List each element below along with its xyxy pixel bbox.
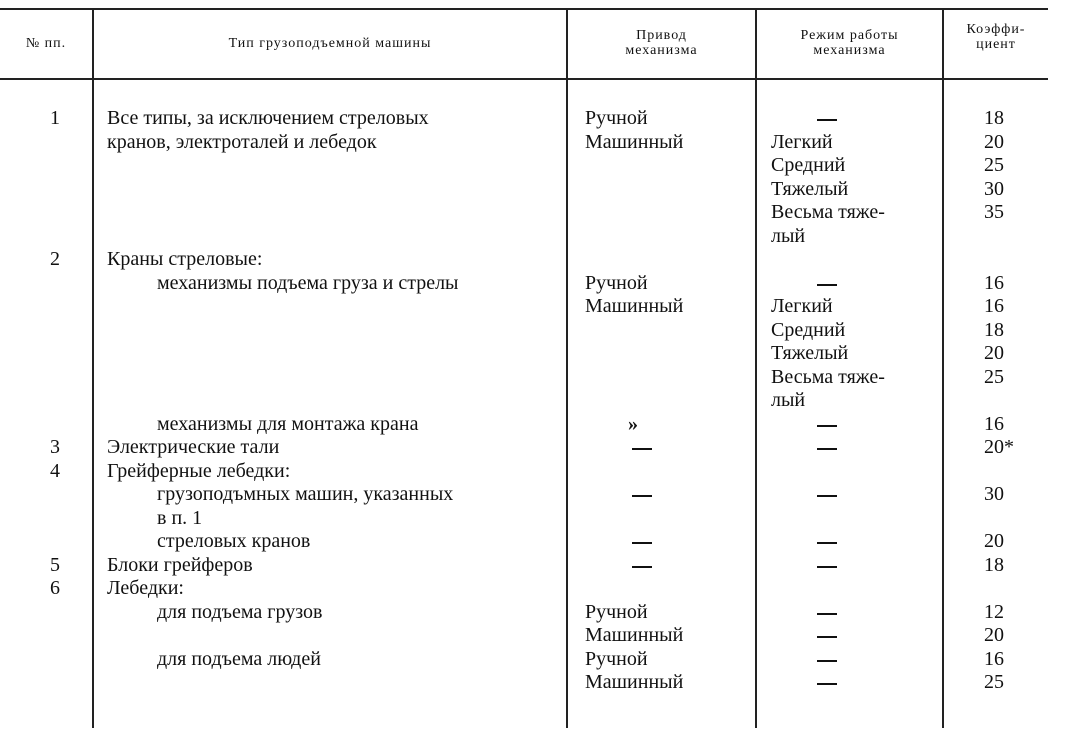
coefficient-value: 16 xyxy=(984,647,1004,670)
coefficient-value: 20 xyxy=(984,130,1004,153)
mode-dash xyxy=(817,636,837,638)
coefficient-value: 16 xyxy=(984,271,1004,294)
coefficient-value: 18 xyxy=(984,553,1004,576)
mode-dash xyxy=(817,542,837,544)
machine-type: Все типы, за исключением стреловых xyxy=(107,107,429,129)
mode-dash xyxy=(817,613,837,615)
drive-dash xyxy=(632,448,652,450)
header-mode-line: Режим работы xyxy=(800,28,899,43)
machine-type: для подъема грузов xyxy=(157,600,323,623)
header-top-rule xyxy=(0,8,1048,10)
column-divider xyxy=(942,8,944,728)
drive-type: Ручной xyxy=(585,107,648,129)
operating-mode: Тяжелый xyxy=(771,177,849,200)
coefficient-value: 20 xyxy=(984,342,1004,364)
machine-type: стреловых кранов xyxy=(157,530,311,552)
row-number: 6 xyxy=(50,577,60,599)
operating-mode: Тяжелый xyxy=(771,342,849,364)
coefficient-value: 16 xyxy=(984,295,1004,317)
machine-type: в п. 1 xyxy=(157,506,203,529)
coefficient-value: 12 xyxy=(984,600,1004,623)
coefficient-value: 16 xyxy=(984,412,1004,435)
machine-type: для подъема людей xyxy=(157,647,321,670)
mode-dash xyxy=(817,425,837,427)
drive-type: Ручной xyxy=(585,271,648,294)
operating-mode: Весьма тяже- xyxy=(771,365,885,388)
machine-type: Грейферные лебедки: xyxy=(107,459,291,482)
operating-mode: лый xyxy=(771,224,806,247)
coefficient-value: 30 xyxy=(984,177,1004,200)
header-num: № пп. xyxy=(25,36,67,51)
operating-mode: лый xyxy=(771,389,806,411)
header-type: Тип грузоподъемной машины xyxy=(228,36,432,51)
mode-dash xyxy=(817,566,837,568)
drive-type: Ручной xyxy=(585,647,648,670)
drive-dash xyxy=(632,495,652,497)
coefficient-value: 20 xyxy=(984,624,1004,646)
header-drive xyxy=(568,28,755,58)
header-mode xyxy=(757,28,942,58)
coefficient-value: 30 xyxy=(984,483,1004,505)
coefficient-value: 25 xyxy=(984,671,1004,693)
coefficient-value: 25 xyxy=(984,365,1004,388)
row-number: 2 xyxy=(50,248,60,270)
header-coef-line: циент xyxy=(976,37,1016,52)
header-drive-line: Привод xyxy=(636,28,687,43)
drive-type: Машинный xyxy=(585,295,684,317)
mode-dash xyxy=(817,660,837,662)
coefficient-value: 20* xyxy=(984,436,1014,458)
drive-type: Машинный xyxy=(585,671,684,693)
drive-dash xyxy=(632,566,652,568)
row-number: 5 xyxy=(50,553,60,576)
mode-dash xyxy=(817,495,837,497)
header-bottom-rule xyxy=(0,78,1048,80)
drive-type: Ручной xyxy=(585,600,648,623)
mode-dash xyxy=(817,119,837,121)
header-coef-line: Коэффи- xyxy=(966,22,1026,37)
drive-type: Машинный xyxy=(585,130,684,153)
coefficient-value: 25 xyxy=(984,154,1004,176)
header-mode-line: механизма xyxy=(813,43,886,58)
header-coef xyxy=(944,22,1048,52)
coefficient-value: 20 xyxy=(984,530,1004,552)
row-number: 4 xyxy=(50,459,60,482)
drive-ditto: » xyxy=(628,412,638,435)
operating-mode: Легкий xyxy=(771,130,833,153)
coefficient-value: 18 xyxy=(984,318,1004,341)
drive-dash xyxy=(632,542,652,544)
machine-type: Электрические тали xyxy=(107,436,280,458)
column-divider xyxy=(755,8,757,728)
row-number: 1 xyxy=(50,107,60,129)
header-drive-line: механизма xyxy=(625,43,698,58)
operating-mode: Весьма тяже- xyxy=(771,201,885,223)
coefficient-value: 18 xyxy=(984,107,1004,129)
machine-type: Лебедки: xyxy=(107,577,184,599)
drive-type: Машинный xyxy=(585,624,684,646)
mode-dash xyxy=(817,448,837,450)
machine-type: кранов, электроталей и лебедок xyxy=(107,130,377,153)
column-divider xyxy=(566,8,568,728)
operating-mode: Средний xyxy=(771,154,846,176)
coefficient-value: 35 xyxy=(984,201,1004,223)
machine-type: Краны стреловые: xyxy=(107,248,263,270)
mode-dash xyxy=(817,683,837,685)
row-number: 3 xyxy=(50,436,60,458)
machine-type: механизмы для монтажа крана xyxy=(157,412,419,435)
machine-type: Блоки грейферов xyxy=(107,553,253,576)
operating-mode: Средний xyxy=(771,318,846,341)
machine-type: механизмы подъема груза и стрелы xyxy=(157,271,459,294)
operating-mode: Легкий xyxy=(771,295,833,317)
machine-type: грузоподъмных машин, указанных xyxy=(157,483,454,505)
mode-dash xyxy=(817,284,837,286)
